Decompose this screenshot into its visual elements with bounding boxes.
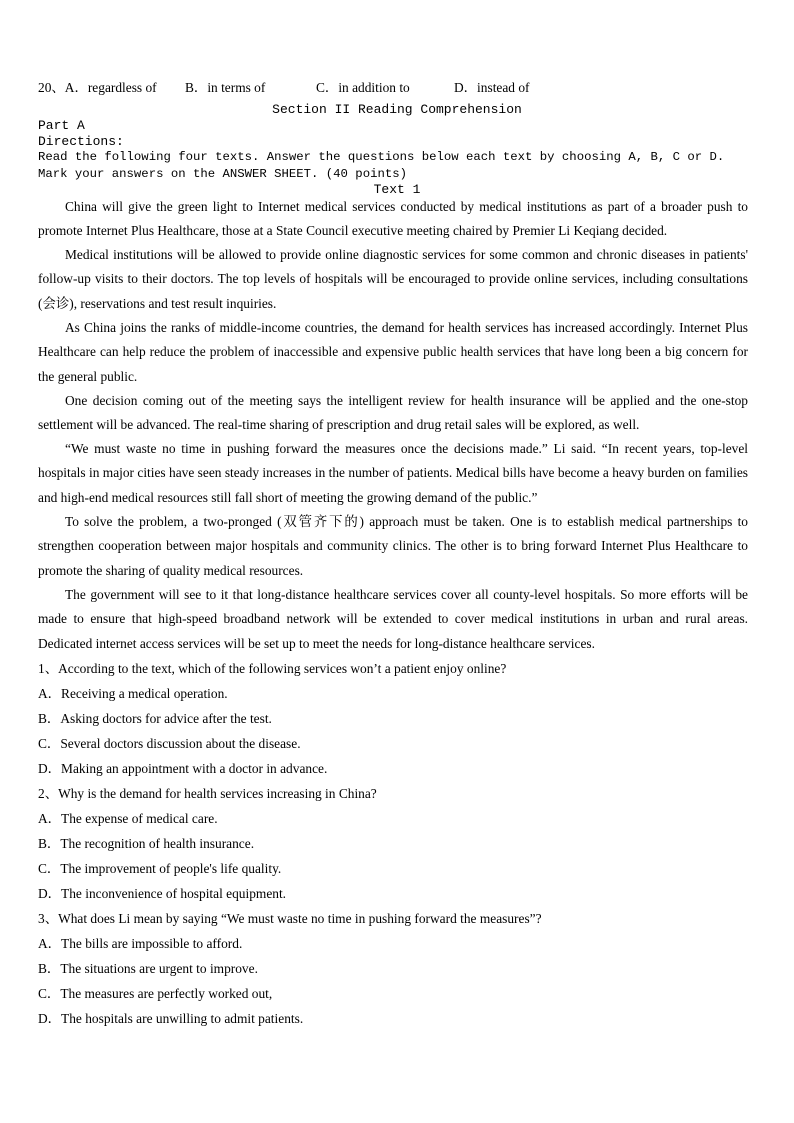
question-20-option-a: 20、A．regardless of [38,80,157,95]
paragraph: To solve the problem, a two-pronged (双管齐下的) approach must be taken. One is to establish medical partnerships to strengthen cooperation between major hospitals and community clinics. The other is to bring forward Internet Plus Healthcare to promote the sharing of quality medical resources. [38,514,748,578]
question-20-option-d: D．instead of [454,80,530,95]
answer-option: A．The expense of medical care. [38,811,218,826]
paragraph: “We must waste no time in pushing forward the measures once the decisions made.” Li said. “In recent years, top-level hospitals in major cities have seen steady increases in the number of patients. Medical bills have become a heavy burden on families and high-end medical resources still fall short of meeting the growing demand of the public.” [38,441,748,505]
answer-option: C．The measures are perfectly worked out, [38,986,273,1001]
paragraph: China will give the green light to Internet medical services conducted by medical institutions as part of a broader push to promote Internet Plus Healthcare, those at a State Council executive meeting chaired by Premier Li Keqiang decided. [38,199,748,239]
answer-option: D．Making an appointment with a doctor in advance. [38,761,328,776]
question-20-option-b: B．in terms of [185,80,266,95]
text-title: Text 1 [373,182,421,197]
answer-option: D．The hospitals are unwilling to admit patients. [38,1011,304,1026]
paragraph: Medical institutions will be allowed to provide online diagnostic services for some common and chronic diseases in patients' follow-up visits to their doctors. The top levels of hospitals will be encouraged to provide online services, including consultations (会诊), reservations and test result inquiries. [38,247,748,311]
question-20-option-c: C．in addition to [316,80,410,95]
paragraph: As China joins the ranks of middle-income countries, the demand for health services has increased accordingly. Internet Plus Healthcare can help reduce the problem of inaccessible and expensive public health services that have long been a big concern for the general public. [38,320,748,384]
question-stem: 3、What does Li mean by saying “We must waste no time in pushing forward the measures”? [38,911,542,926]
answer-option: A．The bills are impossible to afford. [38,936,243,951]
answer-option: B．The situations are urgent to improve. [38,961,258,976]
paragraph: One decision coming out of the meeting says the intelligent review for health insurance will be applied and the one-stop settlement will be advanced. The real-time sharing of prescription and drug retail sales will be explored, as well. [38,393,748,433]
answer-option: C．The improvement of people's life quality. [38,861,282,876]
paragraph: The government will see to it that long-distance healthcare services cover all county-level hospitals. So more efforts will be made to ensure that high-speed broadband network will be extended to cover medical institutions in urban and rural areas. Dedicated internet access services will be set up to meet the needs for long-distance healthcare services. [38,587,748,651]
answer-option: D．The inconvenience of hospital equipment. [38,886,287,901]
directions-label: Directions: [38,134,124,149]
answer-option: C．Several doctors discussion about the disease. [38,736,301,751]
answer-option: B．Asking doctors for advice after the test. [38,711,272,726]
answer-option: B．The recognition of health insurance. [38,836,255,851]
part-label: Part A [38,118,85,133]
section-title: Section II Reading Comprehension [272,102,522,117]
question-stem: 1、According to the text, which of the following services won’t a patient enjoy online? [38,661,507,676]
answer-option: A．Receiving a medical operation. [38,686,228,701]
question-stem: 2、Why is the demand for health services increasing in China? [38,786,377,801]
directions-text: Read the following four texts. Answer the questions below each text by choosing A, B, C or D. Mark your answers on the ANSWER SHEET. (40 points) [38,150,725,181]
